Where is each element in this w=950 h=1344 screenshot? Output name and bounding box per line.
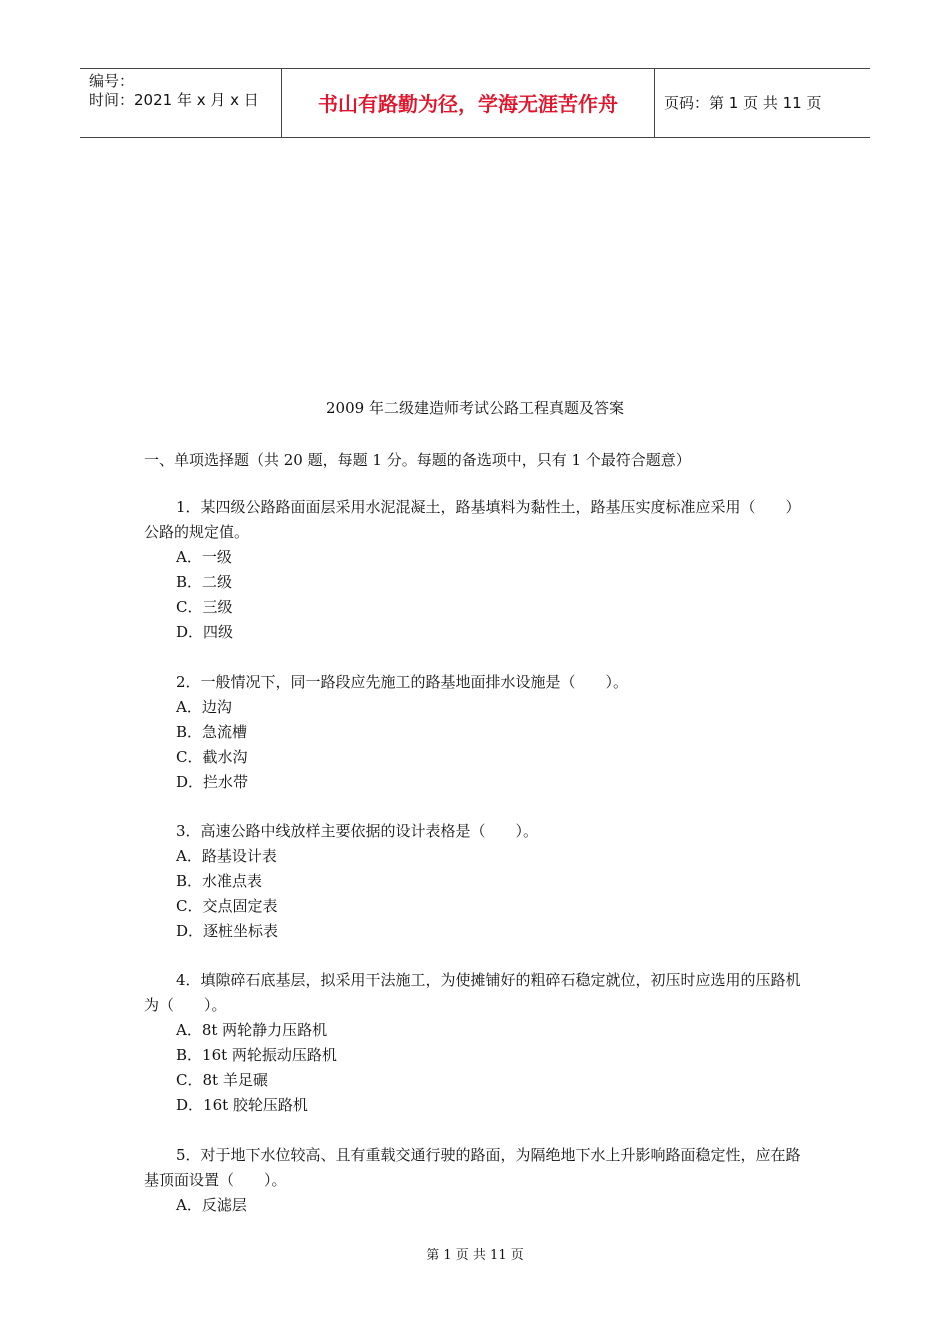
question-3	[144, 819, 814, 944]
option-c: C．截水沟	[176, 748, 248, 766]
option-b: B．水准点表	[176, 872, 263, 890]
header-info-cell	[80, 69, 280, 137]
option-c: C．8t 羊足碾	[176, 1071, 268, 1089]
question-1	[144, 495, 814, 645]
time-label: 时间：2021 年 x 月 x 日	[89, 91, 259, 109]
question-4	[144, 968, 814, 1118]
question-stem: 3．高速公路中线放样主要依据的设计表格是（ ）。	[176, 822, 539, 840]
serial-label: 编号：	[89, 72, 135, 90]
option-c: C．交点固定表	[176, 897, 278, 915]
option-b: B．急流槽	[176, 723, 248, 741]
option-b: B．二级	[176, 573, 233, 591]
option-a: A．8t 两轮静力压路机	[176, 1021, 328, 1039]
header-page-cell	[654, 69, 870, 137]
option-a: A．边沟	[176, 698, 232, 716]
question-stem: 1．某四级公路路面面层采用水泥混凝土，路基填料为黏性土，路基压实度标准应采用（ ）公路的规定值。	[144, 498, 801, 541]
document-title: 2009 年二级建造师考试公路工程真题及答案	[326, 399, 624, 417]
header-page-number: 页码：第 1 页 共 11 页	[664, 94, 822, 112]
option-d: D．逐桩坐标表	[176, 922, 279, 940]
option-a: A．一级	[176, 548, 232, 566]
motto-text: 书山有路勤为径，学海无涯苦作舟	[318, 92, 618, 116]
question-stem: 4．填隙碎石底基层，拟采用干法施工，为使摊铺好的粗碎石稳定就位，初压时应选用的压路机为（ ）。	[144, 971, 801, 1014]
option-b: B．16t 两轮振动压路机	[176, 1046, 337, 1064]
section-heading: 一、单项选择题（共 20 题，每题 1 分。每题的备选项中，只有 1 个最符合题意）	[144, 451, 691, 469]
question-2	[144, 670, 814, 795]
question-stem: 2．一般情况下，同一路段应先施工的路基地面排水设施是（ ）。	[176, 673, 629, 691]
question-5	[144, 1143, 814, 1218]
header-table	[80, 68, 870, 138]
option-d: D．拦水带	[176, 773, 249, 791]
option-c: C．三级	[176, 598, 233, 616]
header-motto-cell	[281, 69, 655, 137]
option-d: D．16t 胶轮压路机	[176, 1096, 308, 1114]
option-a: A．路基设计表	[176, 847, 277, 865]
option-d: D．四级	[176, 623, 234, 641]
option-a: A．反滤层	[176, 1196, 247, 1214]
footer-page-number: 第 1 页 共 11 页	[426, 1248, 524, 1263]
question-stem: 5．对于地下水位较高、且有重载交通行驶的路面，为隔绝地下水上升影响路面稳定性，应在路基顶面设置（ ）。	[144, 1146, 801, 1189]
